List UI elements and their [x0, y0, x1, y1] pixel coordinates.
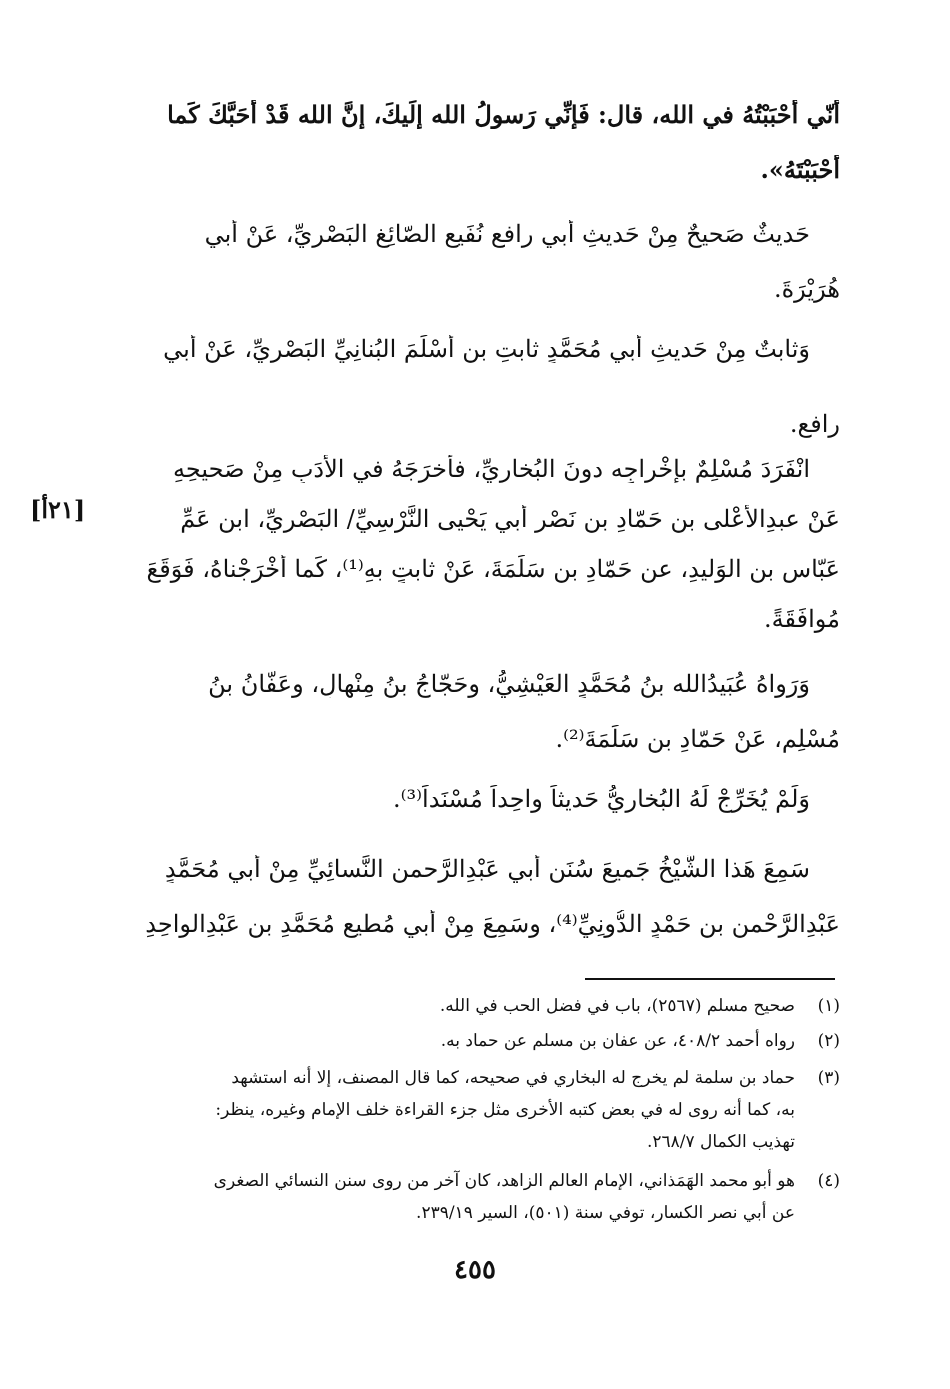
page-number: ٤٥٥ — [454, 1255, 496, 1285]
footnote — [95, 1062, 840, 1158]
footnote-text — [95, 1025, 795, 1057]
footnote — [95, 1165, 840, 1229]
footnote-text — [95, 1165, 795, 1229]
text-line: وَلَمْ يُخَرِّجْ لَهُ البُخارِيُّ حَديثاً واحِداً مُسْنَداً⁽³⁾. — [393, 785, 810, 813]
text-line: مُوافَقَةً. — [763, 605, 840, 633]
footnote-text — [95, 1062, 795, 1158]
footnote-line: صحيح مسلم (٢٥٦٧)، باب في فضل الحب في الله. — [439, 996, 795, 1016]
text-line: أنّي أَحْبَبْتُهُ في الله، قال: فَإِنِّي رَسولُ الله إِلَيكَ، إنَّ الله قَدْ أَحَبَّكَ كَما — [167, 100, 840, 129]
footnote — [95, 1025, 840, 1057]
text-line: وَرَواهُ عُبَيدُالله بنُ مُحَمَّدٍ العَيْشِيُّ، وحَجّاجُ بنُ مِنْهالٍ، وعَفّانُ بنُ — [208, 670, 810, 698]
footnote — [95, 990, 840, 1022]
text-line: انْفَرَدَ مُسْلِمٌ بإخْراجِه دونَ البُخارِيِّ، فأَخرَجَهُ في الأَدَبِ مِنْ صَحيحِهِ — [172, 455, 810, 483]
main-text — [105, 0, 840, 960]
footnote-line: عن أبي نصر الكسار، توفي سنة (٥٠١)، السير ٢٣٩/١٩. — [416, 1203, 795, 1223]
footnote-line: تهذيب الكمال ٢٦٨/٧. — [646, 1132, 795, 1152]
footnote-text — [95, 990, 795, 1022]
text-line: سَمِعَ هَذا الشَّيْخُ جَميعَ سُنَنِ أبي عَبْدِالرَّحمنِ النَّسائِيِّ مِنْ أبي مُحَمَّدٍ — [164, 855, 810, 883]
text-line: هُرَيْرَةَ. — [773, 275, 840, 303]
text-line: عَبّاسِ بنِ الوَليدِ، عن حَمّادِ بنِ سَلَمَةَ، عَنْ ثابتٍ بهِ⁽¹⁾، كَما أَخْرَجْناهُ، فَوَقَعَ — [146, 555, 840, 583]
folio-margin-note: [٢١أ] — [30, 495, 86, 524]
text-line: عَنْ عبدِالأَعْلى بنِ حَمّادِ بنِ نَصْرٍ أبي يَحْيى النَّرْسِيِّ/ البَصْرِيِّ، ابنِ عَمِّ — [180, 505, 840, 533]
text-line: وَثابتٌ مِنْ حَديثِ أبي مُحَمَّدٍ ثابتِ بنِ أَسْلَمَ البُنانِيِّ البَصْرِيِّ، عَنْ أبي — [163, 335, 810, 363]
text-line: مُسْلِمٍ، عَنْ حَمّادِ بنِ سَلَمَةَ⁽²⁾. — [555, 725, 840, 753]
footnote-line: هو أبو محمد الهَمَذاني، الإمام العالم الزاهد، كان آخر من روى سنن النسائي الصغرى — [213, 1171, 795, 1191]
footnote-number: (٢) — [817, 1031, 840, 1051]
footnote-line: حماد بن سلمة لم يخرج له البخاري في صحيحه، كما قال المصنف، إلا أنه استشهد — [231, 1068, 795, 1088]
text-line: أَحْبَبْتَهُ». — [760, 155, 840, 184]
footnote-separator — [585, 978, 835, 980]
footnote-number: (١) — [817, 996, 840, 1016]
footnote-line: به، كما أنه روى له في بعض كتبه الأخرى مثل جزء القراءة خلف الإمام وغيره، ينظر: — [215, 1100, 795, 1120]
text-line: عَبْدِالرَّحْمنِ بنِ حَمْدٍ الدُّونِيِّ⁽⁴⁾، وسَمِعَ مِنْ أبي مُطيعٍ مُحَمَّدِ بنِ عَبْدِالواحِدِ — [145, 910, 840, 938]
footnote-number: (٣) — [817, 1068, 840, 1088]
text-line: رافعٍ. — [789, 410, 840, 438]
footnote-line: رواه أحمد ٤٠٨/٢، عن عفان بن مسلم عن حماد به. — [440, 1031, 795, 1051]
text-line: حَديثٌ صَحيحٌ مِنْ حَديثِ أبي رافعٍ نُفَيعٍ الصّائِغِ البَصْرِيِّ، عَنْ أبي — [204, 220, 810, 248]
footnote-number: (٤) — [817, 1171, 840, 1191]
